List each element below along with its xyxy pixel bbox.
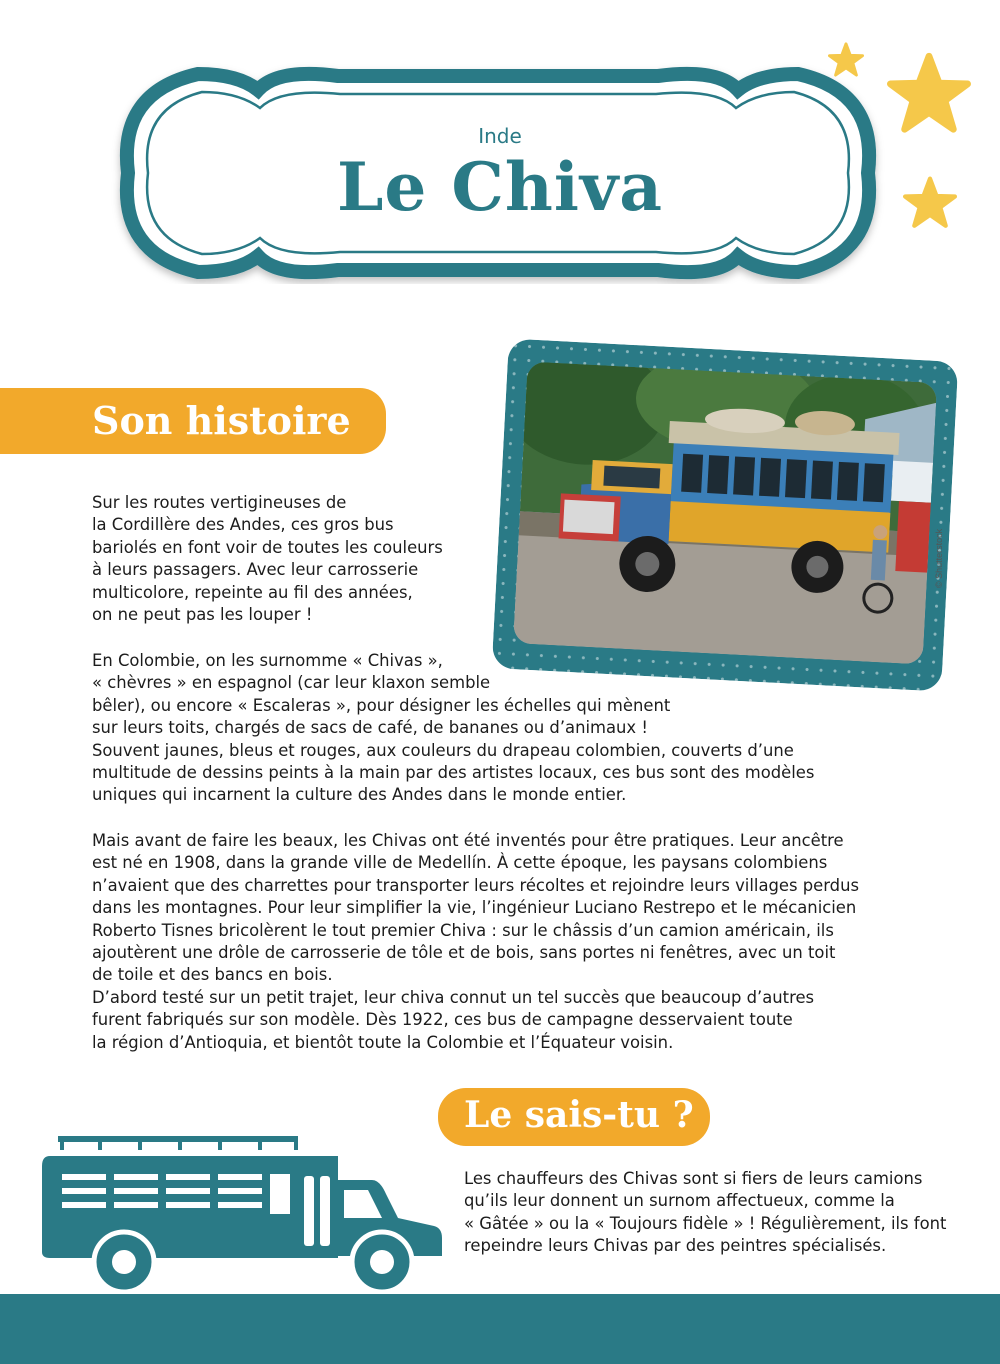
section-heading: Son histoire xyxy=(92,398,351,443)
star-icon xyxy=(884,52,974,136)
chiva-bus-photo xyxy=(513,361,937,664)
section-heading-tab xyxy=(0,388,386,454)
paragraph-history: Mais avant de faire les beaux, les Chivas ont été inventés pour être pratiques. Leur ancêtre est né en 1908, dans la grande ville de Medellín. À cette époque, les paysans colombiens n’avaient que des charrettes pour transporter leurs récoltes et rejoindre leurs villages perdus dans les montagnes. Pour leur simplifier la vie, l’ingénieur Luciano Restrepo et le mécanicien Roberto Tisnes bricolèrent le tout premier Chiva : sur le châssis d’un camion américain, ils ajoutèrent une drôle de carrosserie de tôle et de bois, sans portes ni fenêtres, avec un toit de toile et des bancs en bois. D’abord testé sur un petit trajet, leur chiva connut un tel succès que beaucoup d’autres furent fabriqués sur son modèle. Dès 1922, ces bus de campagne desservaient toute la région d’Antioquia, et bientôt toute la Colombie et l’Équateur voisin. xyxy=(92,831,859,1052)
did-you-know-heading: Le sais-tu ? xyxy=(464,1094,694,1136)
page-title: Le Chiva xyxy=(336,148,664,226)
paragraph-intro: Sur les routes vertigineuses de la Cordillère des Andes, ces gros bus bariolés en font voir de toutes les couleurs à leurs passagers. Avec leur carrosserie multicolore, repeinte au fil des années, on ne peut pas les louper ! xyxy=(92,493,443,625)
photo-frame xyxy=(492,338,959,691)
page-kicker: Inde xyxy=(478,124,522,148)
photo-credit: © Shutterstock xyxy=(934,528,944,588)
star-icon xyxy=(828,42,864,78)
bus-icon xyxy=(38,1134,448,1294)
did-you-know-tab xyxy=(438,1088,710,1146)
star-icon xyxy=(902,176,958,230)
footer-band xyxy=(0,1294,1000,1364)
paragraph-nicknames: En Colombie, on les surnomme « Chivas », « chèvres » en espagnol (car leur klaxon semble bêler), ou encore « Escaleras », pour désigner les échelles qui mènent sur leurs toits, chargés de sacs de café, de bananes ou d’animaux ! Souvent jaunes, bleus et rouges, aux couleurs du drapeau colombien, couverts d’une multitude de dessins peints à la main par des artistes locaux, ces bus sont des modèles uniques qui incarnent la culture des Andes dans le monde entier. xyxy=(92,651,815,805)
did-you-know-text: Les chauffeurs des Chivas sont si fiers de leurs camions qu’ils leur donnent un surnom affectueux, comme la « Gâtée » ou la « Toujours fidèle » ! Régulièrement, ils font repeindre leurs Chivas par des peintres spécialisés. xyxy=(464,1169,947,1256)
